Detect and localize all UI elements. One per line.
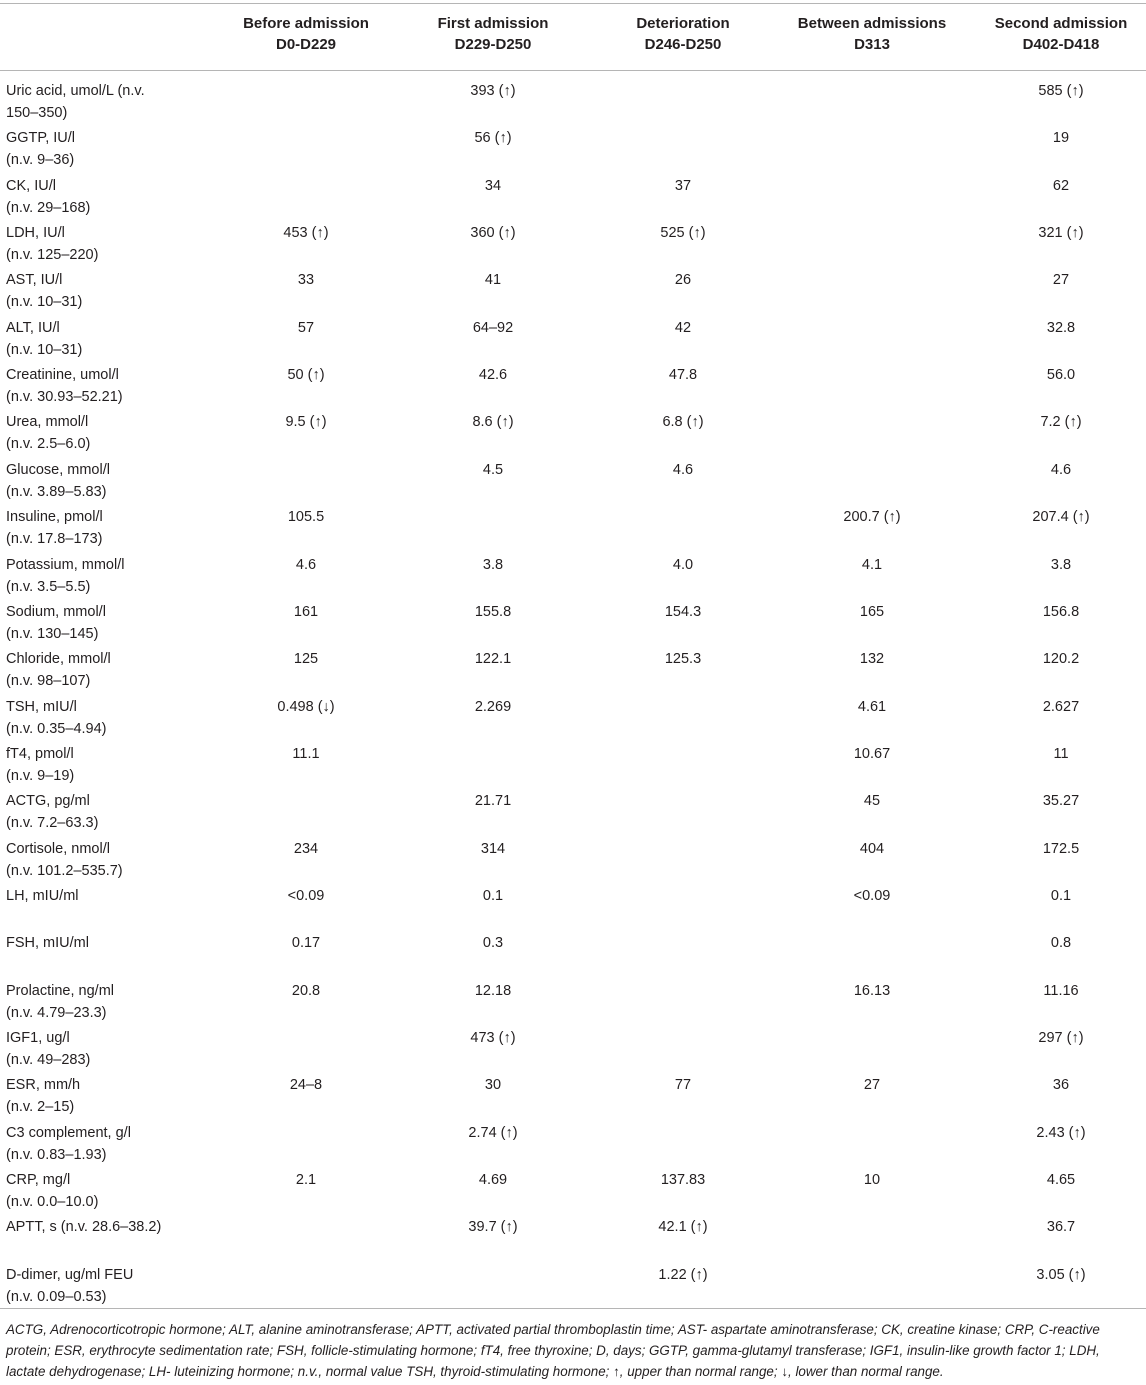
table-cell: 42.1 (↑)	[658, 1219, 708, 1236]
row-label	[6, 838, 206, 882]
row-label-name: ALT, IU/l	[6, 319, 60, 336]
row-label-normal-range: (n.v. 17.8–173)	[6, 531, 103, 548]
column-header-range: D0-D229	[275, 36, 337, 53]
table-row	[0, 1074, 1146, 1121]
header-divider-rule	[0, 70, 1146, 71]
column-header-before-admission	[206, 13, 406, 55]
row-label-normal-range: (n.v. 0.83–1.93)	[6, 1146, 107, 1163]
table-row	[0, 1122, 1146, 1169]
row-label-normal-range: (n.v. 29–168)	[6, 199, 91, 216]
row-label-name: APTT, s (n.v. 28.6–38.2)	[6, 1219, 162, 1236]
row-label-normal-range: (n.v. 49–283)	[6, 1052, 91, 1068]
table-cell: 39.7 (↑)	[468, 1219, 518, 1236]
table-row	[0, 269, 1146, 316]
table-cell: 10.67	[853, 745, 891, 762]
table-cell: 50 (↑)	[287, 367, 325, 384]
table-cell: 42	[674, 319, 692, 336]
row-label	[6, 411, 206, 455]
table-cell: 0.1	[1050, 887, 1072, 904]
row-label-normal-range: (n.v. 2–15)	[6, 1099, 75, 1116]
row-label	[6, 1027, 206, 1071]
row-label	[6, 506, 206, 550]
column-header-title: Deterioration	[636, 15, 730, 32]
row-label-name: CK, IU/l	[6, 177, 56, 194]
table-cell: 33	[297, 272, 315, 289]
row-label-name: FSH, mIU/ml	[6, 935, 89, 952]
column-header-title: Second admission	[994, 15, 1128, 32]
table-cell: 11	[1053, 745, 1069, 762]
row-label	[6, 1264, 206, 1308]
table-cell: 453 (↑)	[283, 225, 329, 242]
column-header-deterioration	[583, 13, 783, 55]
column-header-title: Before admission	[243, 15, 369, 32]
row-label	[6, 269, 206, 313]
table-footnote: ACTG, Adrenocorticotropic hormone; ALT, alanine aminotransferase; APTT, activated partial thromboplastin time; AST- aspartate aminotransferase; CK, creatine kinase; CRP, C-reactive protein; ESR, erythrocyte sedimentation rate; FSH, follicle-stimulating hormone; fT4, free thyroxine; D, days; GGTP, gamma-glutamyl transferase; IGF1, insulin-like growth factor 1; LDH, lactate dehydrogenase; LH- luteinizing hormone; n.v., normal value TSH, thyroid-stimulating hormone; ↑, upper than normal range; ↓, lower than normal range.	[6, 1322, 1100, 1379]
row-label-name: Uric acid, umol/L (n.v.	[6, 83, 145, 99]
row-label-normal-range: (n.v. 125–220)	[6, 247, 99, 264]
row-label-name: Insuline, pmol/l	[6, 509, 103, 526]
table-cell: 37	[674, 177, 692, 194]
row-label-name: GGTP, IU/l	[6, 130, 76, 147]
table-cell: 200.7 (↑)	[843, 509, 901, 526]
table-cell: 30	[484, 1077, 502, 1094]
table-cell: 8.6 (↑)	[472, 414, 514, 431]
row-label-name: IGF1, ug/l	[6, 1030, 70, 1046]
table-cell: 27	[863, 1077, 881, 1094]
row-label	[6, 317, 206, 361]
row-label-name: Potassium, mmol/l	[6, 556, 125, 573]
column-header-second-admission	[961, 13, 1146, 55]
table-cell: 19	[1052, 130, 1070, 147]
table-cell: 0.3	[482, 935, 504, 952]
row-label	[6, 743, 206, 787]
row-label-normal-range: (n.v. 101.2–535.7)	[6, 862, 123, 879]
row-label-name: CRP, mg/l	[6, 1172, 71, 1189]
table-cell: 4.1	[861, 556, 883, 573]
table-cell: 7.2 (↑)	[1040, 414, 1082, 431]
column-header-title: First admission	[437, 15, 549, 32]
row-label	[6, 648, 206, 692]
row-label	[6, 980, 206, 1024]
table-cell: 57	[297, 319, 315, 336]
row-label-name: ESR, mm/h	[6, 1077, 81, 1094]
table-row	[0, 696, 1146, 743]
row-label	[6, 175, 206, 219]
table-cell: 32.8	[1046, 319, 1076, 336]
row-label-normal-range: (n.v. 10–31)	[6, 294, 83, 311]
row-label-name: TSH, mIU/l	[6, 698, 77, 715]
row-label-name: ACTG, pg/ml	[6, 793, 90, 810]
table-cell: 62	[1052, 177, 1070, 194]
table-cell: 4.6	[672, 461, 694, 478]
row-label	[6, 601, 206, 645]
table-cell: 234	[293, 840, 319, 857]
row-label	[6, 1169, 206, 1213]
row-label-normal-range: (n.v. 4.79–23.3)	[6, 1004, 107, 1021]
table-cell: 125	[293, 651, 319, 668]
table-cell: 4.65	[1046, 1172, 1076, 1189]
table-cell: 36	[1052, 1077, 1070, 1094]
table-cell: 4.6	[295, 556, 317, 573]
table-cell: 172.5	[1042, 840, 1080, 857]
table-row	[0, 554, 1146, 601]
table-cell: 161	[293, 603, 319, 620]
table-cell: 297 (↑)	[1038, 1030, 1084, 1046]
table-cell: 2.74 (↑)	[468, 1124, 518, 1141]
table-row	[0, 459, 1146, 506]
table-cell: 3.8	[1050, 556, 1072, 573]
row-label	[6, 222, 206, 266]
table-cell: 125.3	[664, 651, 702, 668]
table-cell: 12.18	[474, 982, 512, 999]
table-cell: 4.69	[478, 1172, 508, 1189]
table-cell: 120.2	[1042, 651, 1080, 668]
column-header-range: D402-D418	[1022, 36, 1100, 53]
table-row	[0, 222, 1146, 269]
table-cell: 393 (↑)	[470, 83, 516, 99]
table-row	[0, 364, 1146, 411]
table-cell: 525 (↑)	[660, 225, 706, 242]
table-cell: 4.5	[482, 461, 504, 478]
row-label-name: Creatinine, umol/l	[6, 367, 119, 384]
table-cell: 77	[674, 1077, 692, 1094]
table-bottom-rule	[0, 1308, 1146, 1309]
row-label	[6, 459, 206, 503]
table-cell: 360 (↑)	[470, 225, 516, 242]
table-cell: 165	[859, 603, 885, 620]
table-cell: 314	[480, 840, 506, 857]
row-label-normal-range: (n.v. 3.5–5.5)	[6, 578, 91, 595]
table-row	[0, 932, 1146, 979]
row-label-name: fT4, pmol/l	[6, 745, 74, 762]
table-row	[0, 601, 1146, 648]
row-label	[6, 364, 206, 408]
table-row	[0, 175, 1146, 222]
table-row	[0, 980, 1146, 1027]
table-row	[0, 838, 1146, 885]
table-cell: 1.22 (↑)	[658, 1266, 708, 1283]
table-cell: 4.0	[672, 556, 694, 573]
row-label-name: D-dimer, ug/ml FEU	[6, 1266, 134, 1283]
table-cell: 0.498 (↓)	[277, 698, 335, 715]
table-cell: 4.61	[857, 698, 887, 715]
table-cell: <0.09	[853, 887, 891, 904]
row-label-normal-range: (n.v. 2.5–6.0)	[6, 436, 91, 453]
table-cell: 9.5 (↑)	[285, 414, 327, 431]
row-label-name: LDH, IU/l	[6, 225, 65, 242]
table-cell: 137.83	[660, 1172, 706, 1189]
table-cell: 6.8 (↑)	[662, 414, 704, 431]
table-cell: 47.8	[668, 367, 698, 384]
table-cell: 41	[484, 272, 502, 289]
table-cell: 473 (↑)	[470, 1030, 516, 1046]
row-label-name: Prolactine, ng/ml	[6, 982, 114, 999]
table-cell: 10	[863, 1172, 881, 1189]
row-label-name: C3 complement, g/l	[6, 1124, 131, 1141]
row-label	[6, 127, 206, 171]
row-label-name: AST, IU/l	[6, 272, 63, 289]
table-cell: 2.1	[295, 1172, 317, 1189]
row-label	[6, 932, 206, 954]
table-cell: 122.1	[474, 651, 512, 668]
row-label	[6, 696, 206, 740]
column-header-range: D229-D250	[454, 36, 532, 53]
row-label-normal-range: (n.v. 10–31)	[6, 341, 83, 358]
row-label	[6, 1074, 206, 1118]
row-label-normal-range: (n.v. 98–107)	[6, 673, 91, 690]
table-cell: 154.3	[664, 603, 702, 620]
row-label-name: Glucose, mmol/l	[6, 461, 110, 478]
row-label-name: LH, mIU/ml	[6, 887, 79, 904]
table-row	[0, 317, 1146, 364]
row-label-normal-range: (n.v. 130–145)	[6, 625, 99, 642]
column-header-title: Between admissions	[797, 15, 947, 32]
row-label-name: Sodium, mmol/l	[6, 603, 106, 620]
table-cell: 155.8	[474, 603, 512, 620]
table-cell: 132	[859, 651, 885, 668]
table-cell: 24–8	[289, 1077, 323, 1094]
table-cell: 56.0	[1046, 367, 1076, 384]
table-cell: 34	[484, 177, 502, 194]
table-row	[0, 1027, 1146, 1074]
row-label-normal-range: (n.v. 0.09–0.53)	[6, 1288, 107, 1305]
row-label	[6, 1216, 206, 1238]
table-row	[0, 885, 1146, 932]
table-cell: 0.17	[291, 935, 321, 952]
row-label	[6, 80, 206, 124]
table-cell: 64–92	[472, 319, 514, 336]
table-cell: 16.13	[853, 982, 891, 999]
table-cell: 0.1	[482, 887, 504, 904]
table-cell: 27	[1052, 272, 1070, 289]
table-cell: 2.43 (↑)	[1036, 1124, 1086, 1141]
table-cell: 3.05 (↑)	[1036, 1266, 1086, 1283]
column-header-first-admission	[393, 13, 593, 55]
table-cell: 56 (↑)	[474, 130, 512, 147]
row-label-name: Urea, mmol/l	[6, 414, 89, 431]
table-cell: 11.16	[1043, 982, 1079, 999]
table-cell: 585 (↑)	[1038, 83, 1084, 99]
table-cell: 35.27	[1042, 793, 1080, 810]
table-row	[0, 127, 1146, 174]
table-cell: 207.4 (↑)	[1032, 509, 1090, 526]
table-row	[0, 411, 1146, 458]
table-cell: 404	[859, 840, 885, 857]
table-cell: 36.7	[1046, 1219, 1076, 1236]
row-label	[6, 790, 206, 834]
table-cell: 45	[863, 793, 881, 810]
column-header-range: D313	[854, 36, 890, 53]
row-label-name: Chloride, mmol/l	[6, 651, 111, 668]
row-label-normal-range: (n.v. 9–19)	[6, 767, 75, 784]
row-label-normal-range: (n.v. 0.0–10.0)	[6, 1194, 99, 1211]
table-cell: 20.8	[291, 982, 321, 999]
row-label	[6, 554, 206, 598]
column-header-range: D246-D250	[644, 36, 722, 53]
table-cell: 21.71	[474, 793, 512, 810]
table-cell: 321 (↑)	[1038, 225, 1084, 242]
table-row	[0, 506, 1146, 553]
table-cell: 26	[674, 272, 692, 289]
table-cell: <0.09	[287, 887, 325, 904]
table-cell: 4.6	[1050, 461, 1072, 478]
table-row	[0, 648, 1146, 695]
table-row	[0, 1264, 1146, 1311]
table-cell: 0.8	[1050, 935, 1072, 952]
table-row	[0, 1216, 1146, 1263]
table-row	[0, 790, 1146, 837]
row-label-normal-range: (n.v. 7.2–63.3)	[6, 815, 99, 832]
row-label-name: Cortisole, nmol/l	[6, 840, 110, 857]
row-label	[6, 1122, 206, 1166]
table-cell: 11.1	[292, 745, 320, 762]
table-cell: 2.627	[1042, 698, 1080, 715]
table-row	[0, 743, 1146, 790]
table-row	[0, 1169, 1146, 1216]
row-label-normal-range: (n.v. 3.89–5.83)	[6, 483, 107, 500]
table-cell: 105.5	[287, 509, 325, 526]
table-cell: 156.8	[1042, 603, 1080, 620]
table-top-rule	[0, 3, 1146, 4]
row-label-normal-range: (n.v. 9–36)	[6, 152, 75, 169]
row-label-normal-range: (n.v. 0.35–4.94)	[6, 720, 107, 737]
row-label-normal-range: 150–350)	[6, 105, 68, 121]
table-cell: 2.269	[474, 698, 512, 715]
table-row	[0, 80, 1146, 127]
table-cell: 42.6	[478, 367, 508, 384]
row-label	[6, 885, 206, 907]
column-header-between-admissions	[772, 13, 972, 55]
row-label-normal-range: (n.v. 30.93–52.21)	[6, 389, 123, 406]
table-cell: 3.8	[482, 556, 504, 573]
